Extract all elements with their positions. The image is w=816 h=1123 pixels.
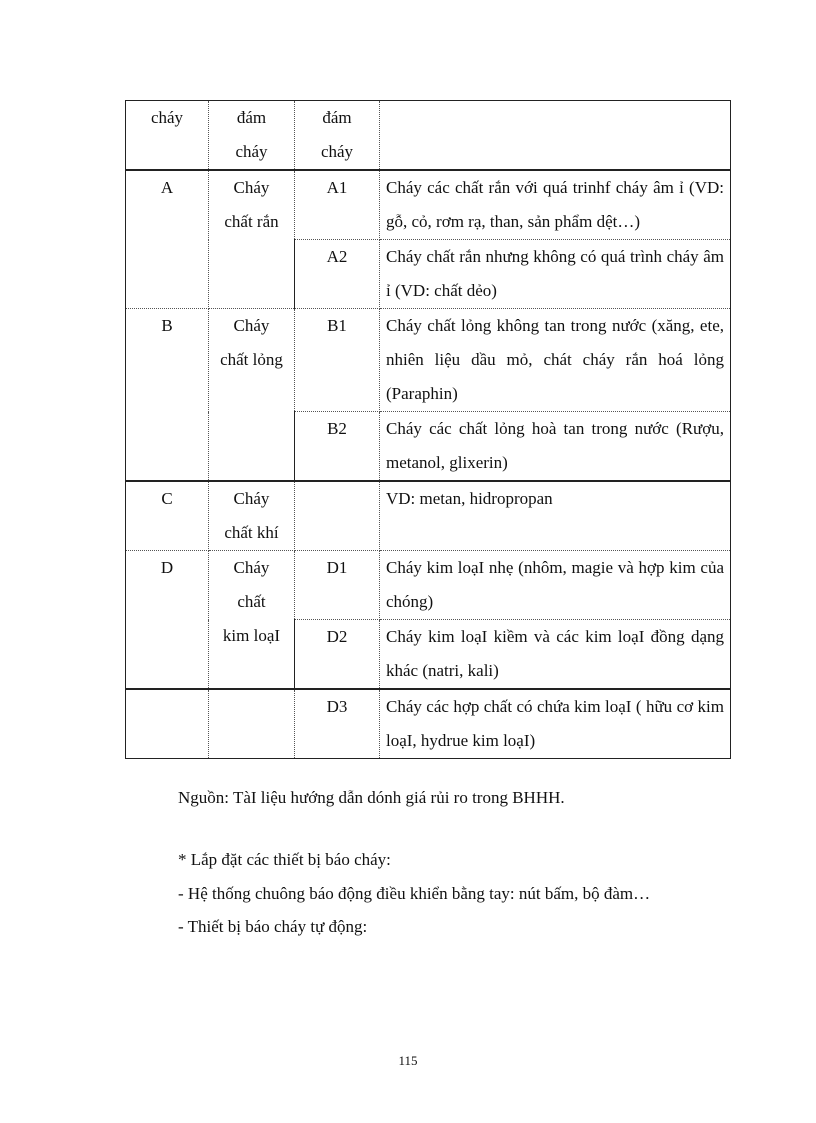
description-cell: Cháy các chất lỏng hoà tan trong nước (Rượu, metanol, glixerin)	[380, 412, 731, 482]
type-line: chất khí	[224, 523, 279, 542]
subclass-cell: A2	[295, 240, 380, 309]
header-cell-3-line-2: cháy	[320, 142, 354, 161]
header-cell-2-line-2: cháy	[235, 142, 268, 161]
type-line: Cháy	[233, 558, 270, 577]
table-row	[126, 170, 731, 240]
type-line: Cháy	[233, 489, 270, 508]
class-cell	[126, 689, 209, 759]
subclass-cell: D1	[295, 551, 380, 620]
type-cell	[209, 689, 295, 759]
type-cell	[209, 309, 295, 482]
type-line: kim loạI	[222, 626, 281, 645]
type-line: Cháy	[233, 316, 270, 335]
description-cell: Cháy kim loạI nhẹ (nhôm, magie và hợp kim của chóng)	[380, 551, 731, 620]
type-line: chất	[237, 592, 266, 611]
header-cell-3-line-1: đám	[322, 108, 352, 127]
class-cell: A	[126, 170, 209, 309]
header-cell-2	[209, 101, 295, 171]
header-cell-4	[380, 101, 731, 171]
class-cell: B	[126, 309, 209, 482]
type-cell	[209, 481, 295, 551]
table-row	[126, 309, 731, 412]
subclass-cell: B2	[295, 412, 380, 482]
source-note: Nguồn: TàI liệu hướng dẫn dónh giá rủi ro trong BHHH.	[178, 788, 565, 807]
header-cell-3	[295, 101, 380, 171]
page-number: 115	[398, 1053, 418, 1068]
note-heading: * Lắp đặt các thiết bị báo cháy:	[178, 850, 391, 869]
type-line: Cháy	[233, 178, 270, 197]
description-cell: Cháy các chất rắn với quá trinhf cháy âm ỉ (VD: gỗ, cỏ, rơm rạ, than, sản phẩm dệt…)	[380, 170, 731, 240]
subclass-cell: B1	[295, 309, 380, 412]
table-row	[126, 481, 731, 551]
type-cell	[209, 551, 295, 690]
note-item: - Hệ thống chuông báo động điều khiển bằng tay: nút bấm, bộ đàm…	[178, 884, 651, 903]
class-cell: D	[126, 551, 209, 690]
description-cell: Cháy chất rắn nhưng không có quá trình cháy âm ỉ (VD: chất dẻo)	[380, 240, 731, 309]
subclass-cell: D2	[295, 620, 380, 690]
table-row	[126, 551, 731, 620]
description-cell: VD: metan, hidropropan	[380, 481, 731, 551]
subclass-cell: D3	[295, 689, 380, 759]
subclass-cell: A1	[295, 170, 380, 240]
type-line: chất lỏng	[220, 350, 283, 369]
description-cell: Cháy các hợp chất có chứa kim loạI ( hữu cơ kim loạI, hydrue kim loạI)	[380, 689, 731, 759]
description-cell: Cháy chất lỏng không tan trong nước (xăng, ete, nhiên liệu dầu mỏ, chát cháy rắn hoá lỏng (Paraphin)	[380, 309, 731, 412]
type-line: chất rắn	[224, 212, 279, 231]
header-cell-2-line-1: đám	[236, 108, 267, 127]
class-cell: C	[126, 481, 209, 551]
table-row	[126, 689, 731, 759]
fire-classification-table	[125, 100, 731, 759]
note-item: - Thiết bị báo cháy tự động:	[178, 917, 368, 936]
header-cell-1: cháy	[126, 101, 209, 171]
subclass-cell	[295, 481, 380, 551]
description-cell: Cháy kim loạI kiềm và các kim loạI đồng dạng khác (natri, kali)	[380, 620, 731, 690]
type-cell	[209, 170, 295, 309]
table-header-row	[126, 101, 731, 171]
